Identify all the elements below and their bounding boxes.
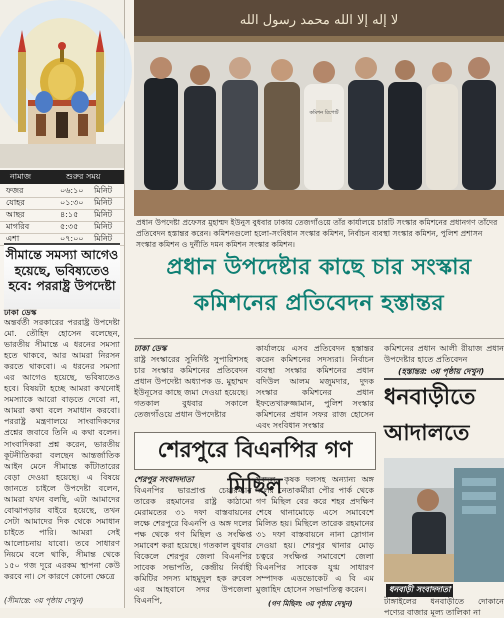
left-story-continued[interactable]: (সীমান্তে: ৩য় পৃষ্ঠায় দেখুন) bbox=[4, 596, 84, 605]
market-photo-icon bbox=[384, 458, 504, 582]
sherpur-story-dateline: শেরপুর সংবাদদাতা bbox=[134, 475, 194, 484]
dhan-story-headline[interactable]: ধনবাড়ীতে আদালতে bbox=[384, 378, 504, 454]
prayer-unit: মিনিট bbox=[94, 186, 113, 195]
main-story-continued[interactable]: (হস্তান্তর: ৩য় পৃষ্ঠায় দেখুন) bbox=[398, 367, 485, 376]
market-photo bbox=[384, 458, 504, 582]
photo-banner-text: لا إله إلا الله محمد رسول الله bbox=[239, 13, 399, 28]
prayer-name: মাগরিব bbox=[6, 222, 30, 231]
main-story-headline[interactable]: প্রধান উপদেষ্টার কাছে চার সংস্কার কমিশনের প্রতিবেদন হস্তান্তর bbox=[166, 255, 472, 316]
left-story-dateline: ঢাকা ডেস্ক bbox=[4, 308, 37, 317]
dhan-story-body: টাঙ্গাইলের ধনবাড়ীতে দোকানে পণ্যের বাজার মূল্য তালিকা না bbox=[384, 596, 504, 617]
prayer-time: ৫:৩৫ bbox=[60, 222, 79, 231]
prayer-name: আছর bbox=[6, 210, 25, 219]
prayer-time: ০৬:১০ bbox=[60, 186, 84, 195]
people-photo-icon bbox=[134, 0, 504, 232]
sherpur-story-headline[interactable]: শেরপুরে বিএনপির গণ মিছিল bbox=[134, 432, 376, 470]
prayer-table-header bbox=[0, 170, 124, 184]
prayer-col-name: নামাজ bbox=[10, 172, 32, 181]
sherpur-story-col1: বিএনপির ভারপ্রাপ্ত চেয়ারম্যান তারেক রহমানের রাষ্ট্র কাঠামো মেরামতের ৩১ দফা বাস্তবায়নের লক্ষে শেরপুরে বিএনপি ও অঙ্গ দলের পক্ষ থেকে গণ মিছিল ও সংক্ষিপ্ত সমাবেশ করা হয়েছে। গতকাল বুধবার বিকেলে শেরপুর জেলা বিএনপির সাবেক সভাপতি, কেন্দ্রীয় নির্বাহী কমিটির সদস্য মাহমুদুল হক রুবেল এর আহবানে সদর উপজেলা বিএনপি, bbox=[134, 485, 252, 605]
prayer-name: ফজর bbox=[6, 186, 24, 195]
section-divider bbox=[134, 338, 504, 339]
mosque-icon bbox=[0, 0, 124, 168]
photo-book-label: কমিশন রিপোর্ট bbox=[309, 110, 339, 116]
sherpur-story-col2: যুবদল, কৃষক দলসহ অন্যান্য অঙ্গ দলের নেতাকর্মীরা পৌর পার্ক থেকে গণ মিছিল বের করে শহর প্রদক্ষিণ শেষে থানামোড়ে এসে সমাবেশে মিলিত হয়। মিছিলে তারেক রহমানের ৩১ দফা বাস্তবায়নে নানা স্লোগান দেওয়া হয়। শেরপুর থানার মোড় চত্বরে সংক্ষিপ্ত সমাবেশে জেলা বিএনপির সাবেক যুগ্ম সাধারণ সম্পাদক এডভোকেট এ বি এম মুজাহিদ হোসেন সভাপতিত্ব করেন। bbox=[256, 474, 374, 594]
prayer-unit: মিনিট bbox=[94, 222, 113, 231]
main-story-dateline: ঢাকা ডেস্ক bbox=[134, 344, 167, 353]
mosque-illustration bbox=[0, 0, 124, 168]
main-story-col2: কার্যালয়ে এসব প্রতিবেদন হস্তান্তর করেন কমিশনের সদস্যরা। নির্বাচন ব্যবস্থা সংস্কার কমিশনের প্রধান বদিউল আলম মজুমদার, দুদক সংস্কার কমিশনের প্রধান ইফতেখারুজ্জামান, পুলিশ সংস্কার কমিশনের প্রধান সফর রাজ হোসেন এবং সংবিধান সংস্কার bbox=[256, 343, 374, 430]
prayer-name: এশা bbox=[6, 234, 20, 243]
prayer-time: ০১:৩০ bbox=[60, 198, 84, 207]
photo-caption: প্রধান উপদেষ্টা প্রফেসর মুহাম্মদ ইউনুস বুধবার ঢাকায় তেজগাঁওয়ে তাঁর কার্যালয়ে চারটি সংস্কার কমিশনের প্রধানগণ তাঁদের প্রতিবেদন হস্তান্তর করেন। কমিশনগুলো হলো-সংবিধান সংস্কার কমিশন, নির্বাচন ব্যবস্থা সংস্কার কমিশন, পুলিশ প্রশাসন সংস্কার কমিশন ও দুর্নীতি দমন কমিশন সংস্কার কমিশন। bbox=[134, 216, 504, 252]
lead-photo bbox=[134, 0, 504, 232]
prayer-unit: মিনিট bbox=[94, 210, 113, 219]
main-story-col3: কমিশনের প্রধান আলী রীয়াজ প্রধান উপদেষ্টার হাতে প্রতিবেদন bbox=[384, 343, 504, 364]
prayer-unit: মিনিট bbox=[94, 198, 113, 207]
left-story-headline[interactable]: সীমান্তে সমস্যা আগেও হয়েছে, ভবিষ্যতেও হবে: পররাষ্ট্র উপদেষ্টা bbox=[4, 243, 120, 309]
prayer-unit: মিনিট bbox=[94, 234, 113, 243]
prayer-name: যোহর bbox=[6, 198, 25, 207]
prayer-time: ০৭:০০ bbox=[60, 234, 84, 243]
main-story-col1: রাষ্ট্র সংস্কারের সুনির্দিষ্ট সুপারিশসহ চার সংস্কার কমিশনের প্রতিবেদন প্রধান উপদেষ্টা অধ্যাপক ড. মুহাম্মদ ইউনূসের কাছে জমা দেওয়া হয়েছে। গতকাল বুধবার সকালে তেজগাঁওয়ে প্রধান উপদেষ্টার bbox=[134, 354, 248, 419]
dhan-story-dateline: ধনবাড়ী সংবাদদাতা bbox=[386, 584, 453, 597]
sherpur-story-continued[interactable]: (গণ মিছিল: ৩য় পৃষ্ঠায় দেখুন) bbox=[268, 600, 353, 608]
prayer-time: ৪:১৫ bbox=[60, 210, 79, 219]
prayer-col-time: শুরুর সময় bbox=[66, 172, 101, 181]
left-story-body: অন্তর্বর্তী সরকারের পররাষ্ট্র উপদেষ্টা মো. তৌহিদ হোসেন বলেছেন, ভারতীয় সীমান্তে এ ধরনের সমস্যা হতে থাকবে, আর আমরা নিরসন করতে থাকবো। এ ধরনের সমস্যা এর আগেও হয়েছে, ভবিষ্যতেও হবে। বিষয়টা হচ্ছে আমরা কখনোই সমস্যাকে আরো বাড়তে দেবো না, আমরা কথা বলে সমাধান করবো। পররাষ্ট্র মন্ত্রণালয়ে সাংবাদিকদের প্রশ্নের জবাবে তিনি এ কথা বলেন। সাংবাদিকরা প্রশ্ন করেন, ভারতীয় কূটনীতিকরা বলছেন আন্তর্জাতিক আইন মেনে সীমান্তে কাঁটাতারের বেড়া দেওয়া হয়েছে। এ বিষয়ে জানতে চাইলে উপদেষ্টা বলেন, আমরা যখন বলছি, এটা আমাদের বোঝাপড়ার বাইরে হয়েছে, তখন সেটা আমাদের দিক থেকে সমাধান চাইতে পারি। আমরা সেই আলোচনায় যাবো। তবে সাধারণ নিয়মে বলে থাকি, সীমান্ত থেকে ১৫০ গজ দূরে এরকম স্থাপনা কেউ করবে না। সে কারণে কোনো ক্ষেত্রে bbox=[4, 317, 120, 582]
